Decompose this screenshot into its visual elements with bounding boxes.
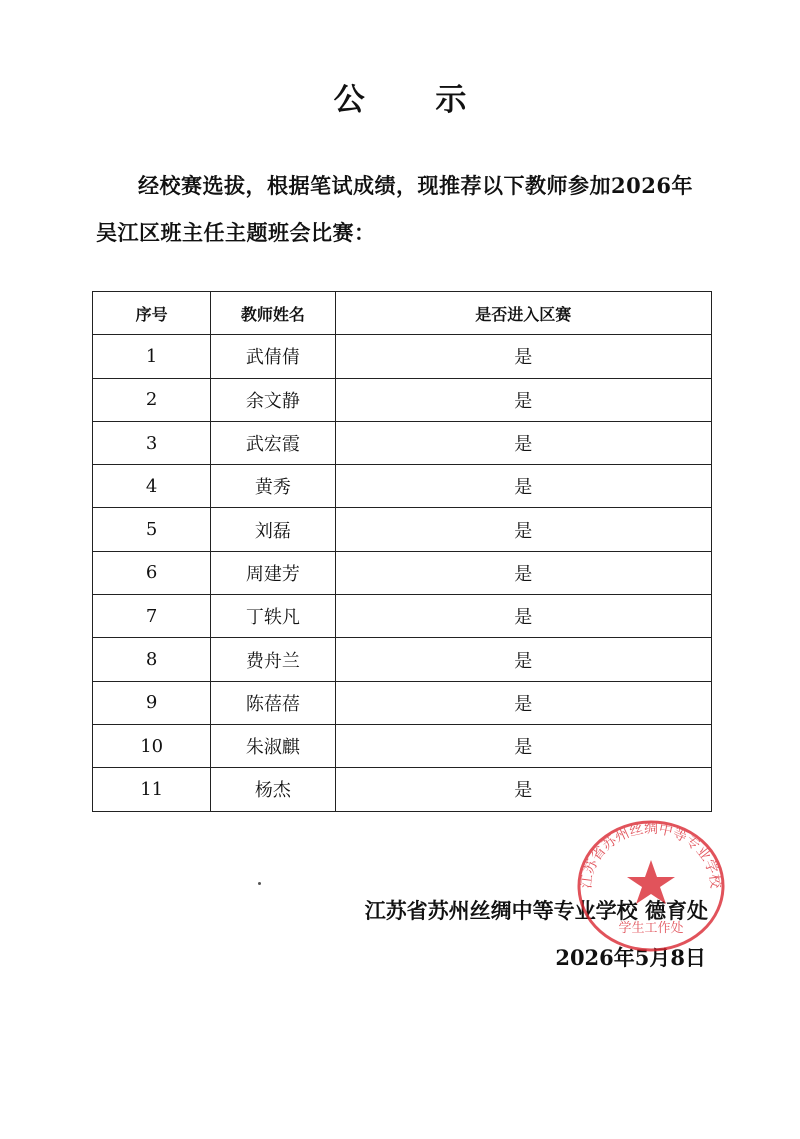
cell-teacher-name: 武宏霞	[211, 421, 335, 464]
page-title: 公 示	[333, 82, 497, 118]
table-row	[93, 595, 712, 638]
cell-teacher-name: 刘磊	[211, 508, 335, 551]
cell-teacher-name: 费舟兰	[211, 638, 335, 681]
table-row	[93, 378, 712, 421]
cell-number: 5	[93, 508, 211, 551]
cell-district-status: 是	[335, 378, 711, 421]
cell-district-status: 是	[335, 724, 711, 767]
cell-teacher-name: 朱淑麒	[211, 724, 335, 767]
table-row	[93, 551, 712, 594]
cell-number: 8	[93, 638, 211, 681]
cell-district-status: 是	[335, 595, 711, 638]
cell-teacher-name: 武倩倩	[211, 335, 335, 378]
cell-district-status: 是	[335, 335, 711, 378]
header-number: 序号	[93, 292, 211, 335]
table-header-row	[93, 292, 712, 335]
cell-number: 6	[93, 551, 211, 594]
table-row	[93, 638, 712, 681]
seal-outer-textpath: 江苏省苏州丝绸中等专业学校	[578, 821, 724, 890]
seal-star	[627, 860, 675, 904]
table-row	[93, 508, 712, 551]
cell-teacher-name: 黄秀	[211, 465, 335, 508]
table-row	[93, 465, 712, 508]
table-row	[93, 335, 712, 378]
cell-number: 1	[93, 335, 211, 378]
cell-teacher-name: 丁轶凡	[211, 595, 335, 638]
cell-district-status: 是	[335, 681, 711, 724]
cell-number: 7	[93, 595, 211, 638]
seal-inner-text: 学生工作处	[618, 921, 684, 936]
table-row	[93, 681, 712, 724]
cell-district-status: 是	[335, 421, 711, 464]
cell-number: 3	[93, 421, 211, 464]
teacher-table	[92, 291, 712, 812]
issuer-name: 江苏省苏州丝绸中等专业学校 德育处	[364, 898, 708, 923]
cell-number: 11	[93, 768, 211, 811]
cell-teacher-name: 周建芳	[211, 551, 335, 594]
cell-teacher-name: 陈蓓蓓	[211, 681, 335, 724]
table-row	[93, 724, 712, 767]
table-body	[93, 335, 712, 811]
cell-number: 4	[93, 465, 211, 508]
red-star-seal-icon	[566, 808, 736, 958]
cell-district-status: 是	[335, 768, 711, 811]
cell-number: 10	[93, 724, 211, 767]
table-row	[93, 421, 712, 464]
cell-district-status: 是	[335, 508, 711, 551]
cell-teacher-name: 余文静	[211, 378, 335, 421]
header-teacher-name: 教师姓名	[211, 292, 335, 335]
cell-teacher-name: 杨杰	[211, 768, 335, 811]
cell-number: 9	[93, 681, 211, 724]
scan-speck	[258, 882, 261, 885]
table-row	[93, 768, 712, 811]
header-district-status: 是否进入区赛	[335, 292, 711, 335]
cell-district-status: 是	[335, 465, 711, 508]
intro-paragraph: 经校赛选拔，根据笔试成绩，现推荐以下教师参加2026年吴江区班主任主题班会比赛：	[96, 173, 693, 245]
cell-number: 2	[93, 378, 211, 421]
issue-date: 2026年5月8日	[555, 945, 706, 970]
cell-district-status: 是	[335, 551, 711, 594]
cell-district-status: 是	[335, 638, 711, 681]
